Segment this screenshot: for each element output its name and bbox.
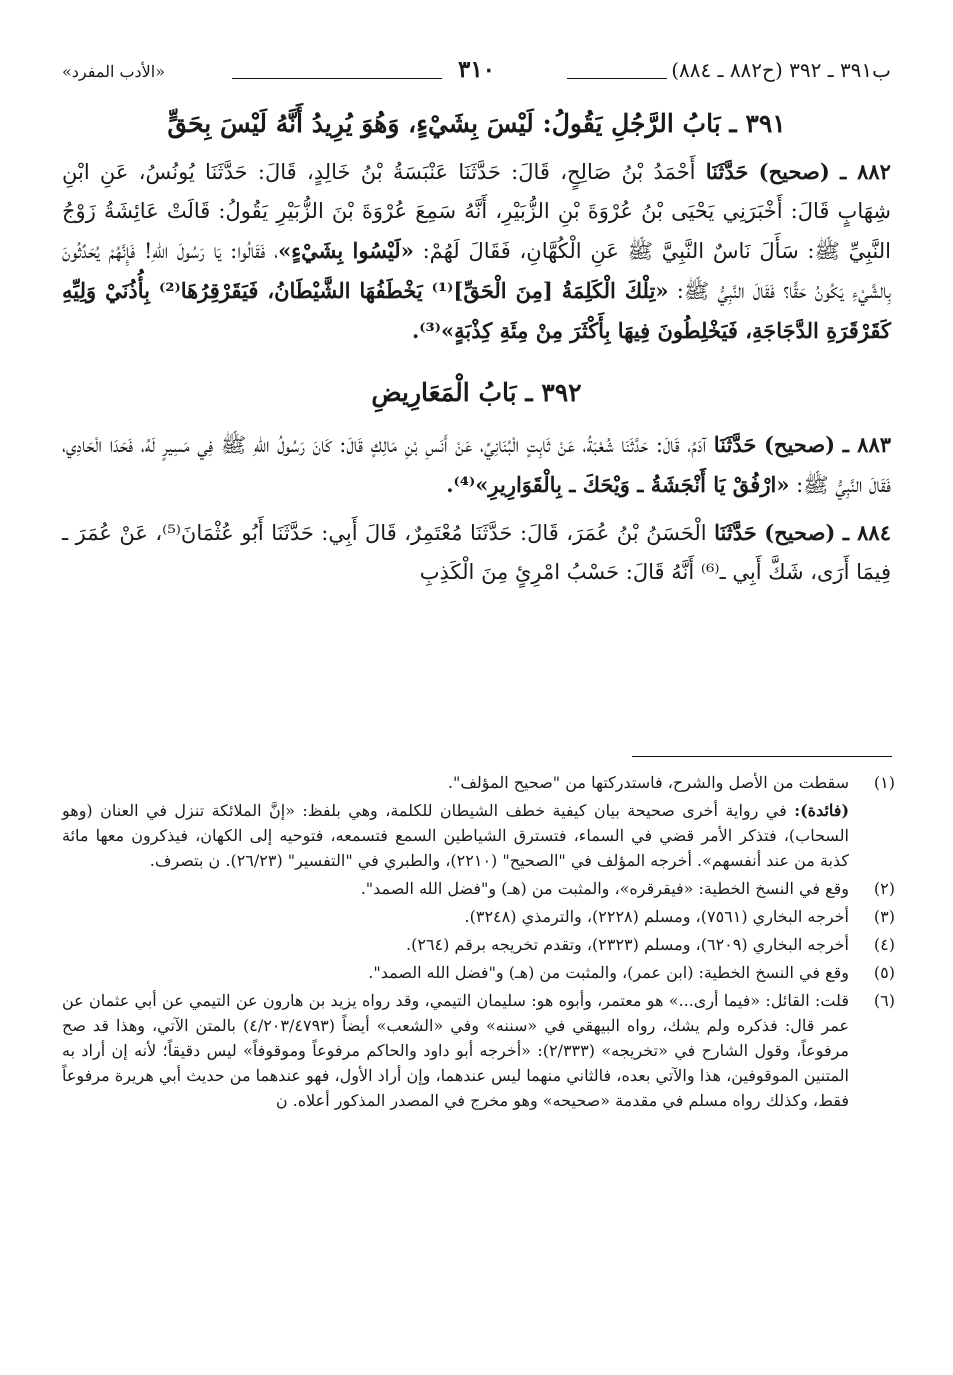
footnote-1: [62, 770, 895, 795]
hadith-grade: (صحيح): [758, 159, 830, 184]
footnote-number: (٤): [873, 935, 895, 954]
footnote-text: في رواية أخرى صحيحة بيان كيفية خطف الشيطان للكلمة، وهي بلفظ: «إنَّ الملائكة تنزل في العنان (وهو السحاب)، فتذكر الأمر قضي في السماء، فتسترق الشياطين السمع فتسمعه، فتوحيه إلى الكهان، فيذكرون معها مائة كذبة من عند أنفسهم». أخرجه المؤلف في "الصحيح" (٢٢١٠)، والطبري في "التفسير" (٢٦/٢٣). ن بتصرف.: [62, 801, 849, 870]
footnote-number: (٥): [873, 963, 895, 982]
footnotes: [62, 770, 895, 1116]
hadith-isnad: آدَمُ، قَالَ: حَدَّثَنَا شُعْبَةُ، عَنْ ثَابِتٍ الْبُنَانِيِّ، عَنْ أَنَسِ بْنِ مَالِكٍ قَالَ: كَانَ رَسُولُ اللهِ ﷺ فِي مَسِيرٍ لَهُ، فَحَدَا الْحَادِي، فَقَالَ النَّبِيُّ ﷺ:: [62, 433, 891, 497]
running-header: [62, 56, 891, 96]
footnote-number: (٦): [873, 991, 895, 1010]
chapter-heading-391: ٣٩١ ـ بَابُ الرَّجُلِ يَقُولُ: لَيْسَ بِشَيْءٍ، وَهُوَ يُرِيدُ أَنَّهُ لَيْسَ بِحَقٍّ: [167, 109, 786, 138]
hadith-grade: (صحيح): [763, 432, 836, 457]
footnote-number: [849, 798, 895, 873]
hadith-matn-1: «لَيْسُوا بِشَيْءٍ»: [278, 238, 414, 263]
chapter-heading-392: ٣٩٢ ـ بَابُ الْمَعَارِيضِ: [371, 378, 582, 407]
hadith-grade: (صحيح): [764, 520, 836, 545]
hadith-number: ٨٨٣ ـ: [842, 432, 892, 457]
book-title: «الأدب المفرد»: [62, 62, 166, 81]
haddathana-keyword: حَدَّثَنَا: [713, 432, 757, 457]
hadith-isnad: الْحَسَنُ بْنُ عُمَرَ، قَالَ: حَدَّثَنَا مُعْتَمِرٌ، قَالَ أَبِي: حَدَّثَنَا أَبُو عُثْمَانَ⁽⁵⁾، عَنْ عُمَرَ ـ فِيمَا أَرَى، شَكَّ أَبِي ـ⁽⁶⁾ أَنَّهُ قَالَ: حَسْبُ امْرِئٍ مِنَ الْكَذِبِ: [62, 521, 891, 584]
footnote-label: (فائدة):: [794, 801, 850, 820]
section-reference: ب٣٩١ ـ ٣٩٢ (ح٨٨٢ ـ ٨٨٤): [671, 58, 891, 82]
footnote-text: قلت: القائل: «فيما أرى...» هو معتمر، وأبوه هو: سليمان التيمي، وقد رواه يزيد بن هارون عن التيمي عن أبي عثمان عن عمر قال: فذكره ولم يشك، رواه البيهقي في «سننه» وفي «الشعب» أيضاً (٤/٢٠٣/٤٧٩٣) بالمتن الآتي، وهذا قد صح مرفوعاً، وقول الشارح في «تخريجه» (٢/٣٣٣): «أخرجه أبو داود والحاكم مرفوعاً وموقوفاً» ليس دقيقاً؛ لأنه إن أراد به المتنين الموقوفين، هذا والآتي بعده، فالثاني منهما ليس عندهما، وإن أراد الأول، فهو عندهما من حديث أبي هريرة مرفوعاً فقط، وكذلك رواه مسلم في مقدمة «صحيحه» وهو مخرج في المصدر المذكور أعلاه. ن: [62, 991, 850, 1110]
footnote-6: [62, 988, 895, 1113]
footnote-separator: [632, 756, 892, 757]
footnote-2: [62, 876, 895, 901]
hadith-matn: «ارْفُقْ يَا أَنْجَشَةُ ـ وَيْحَكَ ـ بِالْقَوَارِيرِ»⁽⁴⁾.: [446, 472, 790, 497]
footnote-number: (٢): [873, 879, 895, 898]
footnote-text: أخرجه البخاري (٧٥٦١)، ومسلم (٢٢٢٨)، والترمذي (٣٢٤٨).: [464, 907, 849, 926]
footnote-number: (١): [873, 773, 895, 792]
hadith-number: ٨٨٤ ـ: [842, 520, 891, 545]
haddathana-keyword: حَدَّثَنَا: [714, 520, 757, 545]
footnote-text: أخرجه البخاري (٦٢٠٩)، ومسلم (٢٣٢٣)، وتقدم تخريجه برقم (٢٦٤).: [406, 935, 849, 954]
haddathana-keyword: حَدَّثَنَا: [705, 159, 749, 184]
hadith-883: [62, 425, 891, 505]
hadith-number: ٨٨٢ ـ: [840, 159, 891, 184]
footnote-4: [62, 932, 895, 957]
hadith-matn-2: «تِلْكَ الْكَلِمَةُ [مِنَ الْحَقِّ]⁽¹⁾ يَخْطَفُهَا الشَّيْطَانُ، فَيَقَرْقِرُهَا⁽²⁾ بِأُذُنَيْ وَلِيِّهِ كَقَرْقَرَةِ الدَّجَاجَةِ، فَيَخْلِطُونَ فِيهَا بِأَكْثَرَ مِنْ مِئَةِ كِذْبَةٍ»⁽³⁾.: [62, 278, 891, 343]
hadith-isnad: أَحْمَدُ بْنُ صَالِحٍ، قَالَ: حَدَّثَنَا عَنْبَسَةُ بْنُ خَالِدٍ، قَالَ: حَدَّثَنَا يُونُسُ، عَنِ ابْنِ شِهَابٍ قَالَ: أَخْبَرَنِي يَحْيَى بْنُ عُرْوَةَ بْنِ الزُّبَيْرِ، أَنَّهُ سَمِعَ عُرْوَةَ بْنَ الزُّبَيْرِ يَقُولُ: قَالَتْ عَائِشَةُ زَوْجُ النَّبِيِّ ﷺ: سَأَلَ نَاسٌ النَّبِيَّ ﷺ عَنِ الْكُهَّانِ، فَقَالَ لَهُمْ:: [62, 160, 891, 263]
main-text: [62, 102, 891, 600]
hadith-882: [62, 152, 891, 351]
footnote-number: (٣): [873, 907, 895, 926]
footnote-3: [62, 904, 895, 929]
footnote-text: سقطت من الأصل والشرح، فاستدركتها من "صحيح المؤلف".: [447, 773, 849, 792]
footnote-text: وقع في النسخ الخطية: (ابن عمر)، والمثبت من (هـ) و"فضل الله الصمد".: [368, 963, 849, 982]
header-rule-right: [567, 78, 667, 79]
footnote-benefit: [62, 798, 895, 873]
hadith-884: [62, 513, 891, 592]
header-rule-left: [232, 78, 442, 79]
footnote-text: وقع في النسخ الخطية: «فيقرقره»، والمثبت من (هـ) و"فضل الله الصمد".: [360, 879, 849, 898]
footnote-5: [62, 960, 895, 985]
hadith-narration: ، فَقَالُوا: يَا رَسُولَ اللهِ! فَإِنَّهُمْ يُحَدِّثُونَ بِالشَّيْءِ يَكُونُ حَقًّا؟ فَقَالَ النَّبِيُّ ﷺ:: [62, 239, 891, 303]
page-number: ٣١٠: [457, 56, 496, 83]
